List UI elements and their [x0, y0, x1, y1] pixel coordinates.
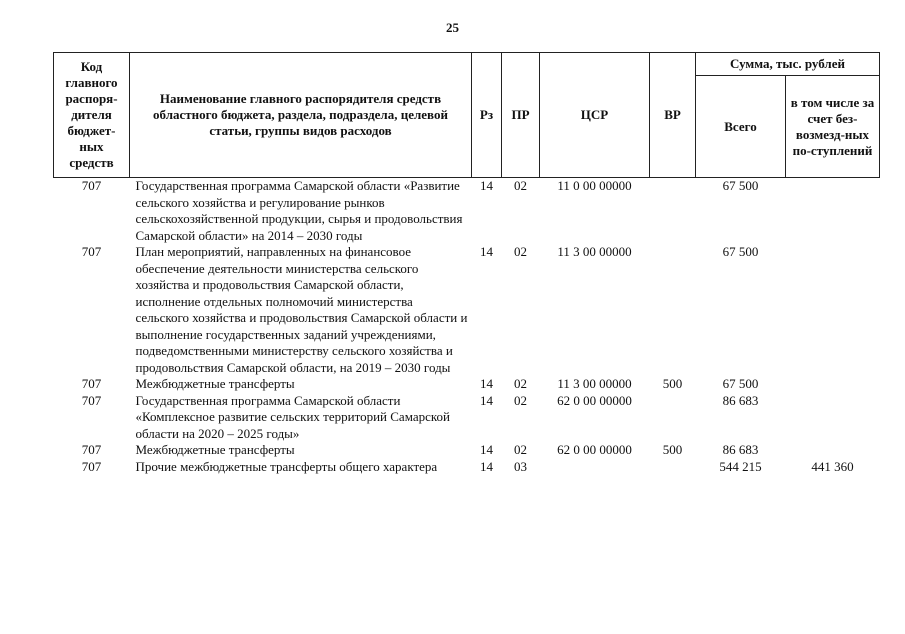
- header-kod: Код главного распоря-дителя бюджет-ных средств: [54, 53, 130, 178]
- table-row: [54, 178, 880, 245]
- cell-including: [786, 442, 880, 459]
- cell-name: Государственная программа Самарской области «Комплексное развитие сельских территорий Самарской области на 2020 – 2025 годы»: [135, 392, 450, 441]
- cell-name: План мероприятий, направленных на финансовое обеспечение деятельности министерства сельского хозяйства и продовольствия Самарской области, исполнение отдельных полномочий министерства сельского хозяйства и продовольствия Самарской области и выполнение государственных заданий учреждениями, подведомственными министерству сельского хозяйства и продовольствия Самарской области, на 2019 – 2030 годы: [135, 244, 468, 375]
- cell-vr: [650, 393, 696, 443]
- header-vr: ВР: [650, 53, 696, 178]
- cell-kod: 707: [81, 178, 102, 193]
- header-csr: ЦСР: [540, 53, 650, 178]
- cell-csr: 11 0 00 00000: [557, 178, 632, 193]
- header-rz: Рз: [472, 53, 502, 178]
- table-row: [54, 459, 880, 476]
- cell-csr: 62 0 00 00000: [557, 392, 632, 408]
- cell-pr: 03: [514, 458, 527, 474]
- cell-vr: 500: [662, 442, 683, 457]
- page-number: 25: [446, 20, 459, 35]
- cell-vr: [650, 244, 696, 376]
- cell-name: Межбюджетные трансферты: [135, 442, 295, 457]
- cell-pr: 02: [514, 376, 527, 391]
- cell-total: 86 683: [722, 442, 759, 457]
- cell-vr: 500: [662, 376, 683, 391]
- cell-kod: 707: [81, 392, 102, 408]
- cell-including: 441 360: [811, 458, 854, 474]
- cell-total: 544 215: [719, 458, 762, 474]
- cell-pr: 02: [514, 178, 527, 193]
- table-row: [54, 376, 880, 393]
- cell-csr: [540, 459, 650, 476]
- cell-csr: 11 3 00 00000: [557, 244, 632, 259]
- cell-total: 67 500: [722, 244, 759, 259]
- cell-kod: 707: [81, 244, 102, 259]
- table-row: [54, 244, 880, 376]
- cell-vr: [650, 178, 696, 245]
- cell-total: 86 683: [722, 392, 759, 408]
- cell-including: [786, 393, 880, 443]
- cell-total: 67 500: [722, 178, 759, 193]
- cell-total: 67 500: [722, 376, 759, 391]
- cell-name: Межбюджетные трансферты: [135, 376, 295, 391]
- table-row: [54, 442, 880, 459]
- cell-pr: 02: [514, 392, 527, 408]
- cell-including: [786, 244, 880, 376]
- cell-kod: 707: [81, 376, 102, 391]
- cell-pr: 02: [514, 244, 527, 259]
- table-body: [54, 178, 880, 476]
- cell-name: Государственная программа Самарской области «Развитие сельского хозяйства и регулирование рынков сельскохозяйственной продукции, сырья и продовольствия Самарской области» на 2014 – 2030 годы: [135, 178, 463, 243]
- budget-table: [53, 52, 880, 475]
- table-header: [54, 53, 880, 178]
- header-sum: Сумма, тыс. рублей: [696, 53, 880, 76]
- cell-kod: 707: [81, 442, 102, 457]
- cell-kod: 707: [81, 458, 102, 474]
- cell-rz: 14: [480, 376, 493, 391]
- cell-rz: 14: [480, 442, 493, 457]
- cell-rz: 14: [480, 458, 493, 474]
- header-including: в том числе за счет без-возмезд-ных по-ступлений: [786, 76, 880, 178]
- cell-including: [786, 178, 880, 245]
- cell-rz: 14: [480, 392, 493, 408]
- cell-rz: 14: [480, 178, 493, 193]
- header-name: Наименование главного распорядителя средств областного бюджета, раздела, подраздела, целевой статьи, группы видов расходов: [130, 53, 472, 178]
- cell-name: Прочие межбюджетные трансферты общего характера: [135, 458, 438, 474]
- cell-pr: 02: [514, 442, 527, 457]
- cell-vr: [650, 459, 696, 476]
- table-row: [54, 393, 880, 443]
- cell-csr: 11 3 00 00000: [557, 376, 632, 391]
- cell-rz: 14: [480, 244, 493, 259]
- cell-csr: 62 0 00 00000: [557, 442, 632, 457]
- cell-including: [786, 376, 880, 393]
- header-total: Всего: [696, 76, 786, 178]
- header-pr: ПР: [502, 53, 540, 178]
